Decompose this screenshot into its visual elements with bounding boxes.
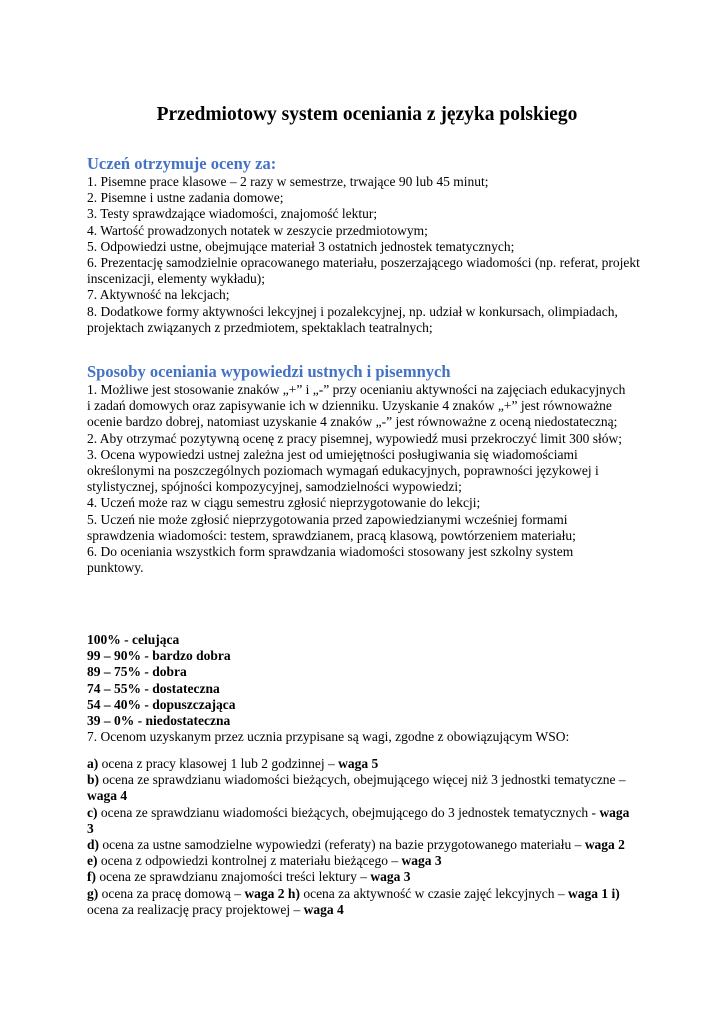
section-grades-for [87, 153, 647, 336]
weight-item-f: f) ocena ze sprawdzianu znajomości treści lektury – waga 3 [87, 869, 411, 885]
list-item: 1. Możliwe jest stosowanie znaków „+” i „-” przy ocenianiu aktywności na zajęciach edukacyjnych i zadań domowych oraz zapisywanie ich w dzienniku. Uzyskanie 4 znaków „+” jest równoważne ocenie bardzo dobrej, natomiast uzyskanie 4 znaków „-” jest równoważne z oceną niedostateczną; [87, 382, 626, 430]
grade-threshold: 39 – 0% - niedostateczna [87, 713, 231, 729]
weight-item-c: c) ocena ze sprawdzianu wiadomości bieżących, obejmującego do 3 jednostek tematycznych - waga 3 [87, 804, 630, 836]
list-item: 6. Do oceniania wszystkich form sprawdzania wiadomości stosowany jest szkolny system punktowy. [87, 544, 574, 576]
grade-threshold: 74 – 55% - dostateczna [87, 680, 220, 696]
list-item: 1. Pisemne prace klasowe – 2 razy w semestrze, trwające 90 lub 45 minut; [87, 174, 489, 189]
section-grading-methods [87, 361, 632, 576]
grade-scale [87, 632, 632, 745]
weight-item-b: b) ocena ze sprawdzianu wiadomości bieżących, obejmującego więcej niż 3 jednostki tematyczne – waga 4 [87, 772, 626, 804]
weight-item-d: d) ocena za ustne samodzielne wypowiedzi (referaty) na bazie przygotowanego materiału – waga 2 [87, 837, 625, 853]
section2-heading: Sposoby oceniania wypowiedzi ustnych i pisemnych [87, 362, 451, 381]
section2-list [87, 382, 632, 576]
grade-threshold: 54 – 40% - dopuszczająca [87, 696, 236, 712]
weight-item-g: g) ocena za pracę domową – waga 2 h) ocena za aktywność w czasie zajęć lekcyjnych – waga 1 i) ocena za realizację pracy projektowej – waga 4 [87, 885, 620, 917]
grade-threshold: 100% - celująca [87, 632, 180, 647]
weight-item-e: e) ocena z odpowiedzi kontrolnej z materiału bieżącego – waga 3 [87, 853, 442, 869]
list-item: 3. Ocena wypowiedzi ustnej zależna jest od umiejętności posługiwania się wiadomościami określonymi na poszczególnych poziomach wymagań edukacyjnych, poprawności językowej i stylistycznej, spójności kompozycyjnej, samodzielności wypowiedzi; [87, 446, 599, 495]
grade-threshold: 99 – 90% - bardzo dobra [87, 648, 231, 664]
list-item: 7. Ocenom uzyskanym przez ucznia przypisane są wagi, zgodne z obowiązującym WSO: [87, 729, 570, 745]
list-item: 8. Dodatkowe formy aktywności lekcyjnej i pozalekcyjnej, np. udział w konkursach, olimpiadach, projektach związanych z przedmiotem, spektaklach teatralnych; [87, 303, 618, 335]
grade-threshold: 89 – 75% - dobra [87, 664, 187, 680]
list-item: 4. Wartość prowadzonych notatek w zeszycie przedmiotowym; [87, 222, 428, 238]
list-item: 7. Aktywność na lekcjach; [87, 287, 230, 303]
weight-item-a: a) ocena z pracy klasowej 1 lub 2 godzinnej – waga 5 [87, 756, 379, 771]
list-item: 5. Odpowiedzi ustne, obejmujące materiał 3 ostatnich jednostek tematycznych; [87, 238, 515, 254]
list-item: 2. Pisemne i ustne zadania domowe; [87, 190, 284, 206]
document-title: Przedmiotowy system oceniania z języka polskiego [156, 104, 578, 125]
list-item: 4. Uczeń może raz w ciągu semestru zgłosić nieprzygotowanie do lekcji; [87, 495, 481, 511]
grade-weights [87, 756, 632, 918]
list-item: 2. Aby otrzymać pozytywną ocenę z pracy pisemnej, wypowiedź musi przekroczyć limit 300 słów; [87, 430, 622, 446]
list-item: 3. Testy sprawdzające wiadomości, znajomość lektur; [87, 206, 378, 222]
section1-heading: Uczeń otrzymuje oceny za: [87, 154, 277, 173]
section1-list [87, 174, 647, 336]
list-item: 5. Uczeń nie może zgłosić nieprzygotowania przed zapowiedzianymi wcześniej formami sprawdzenia wiadomości: testem, sprawdzianem, pracą klasową, powtórzeniem materiału; [87, 511, 576, 543]
list-item: 6. Prezentację samodzielnie opracowanego materiału, poszerzającego wiadomości (np. referat, projekt inscenizacji, elementy wykładu); [87, 255, 640, 287]
